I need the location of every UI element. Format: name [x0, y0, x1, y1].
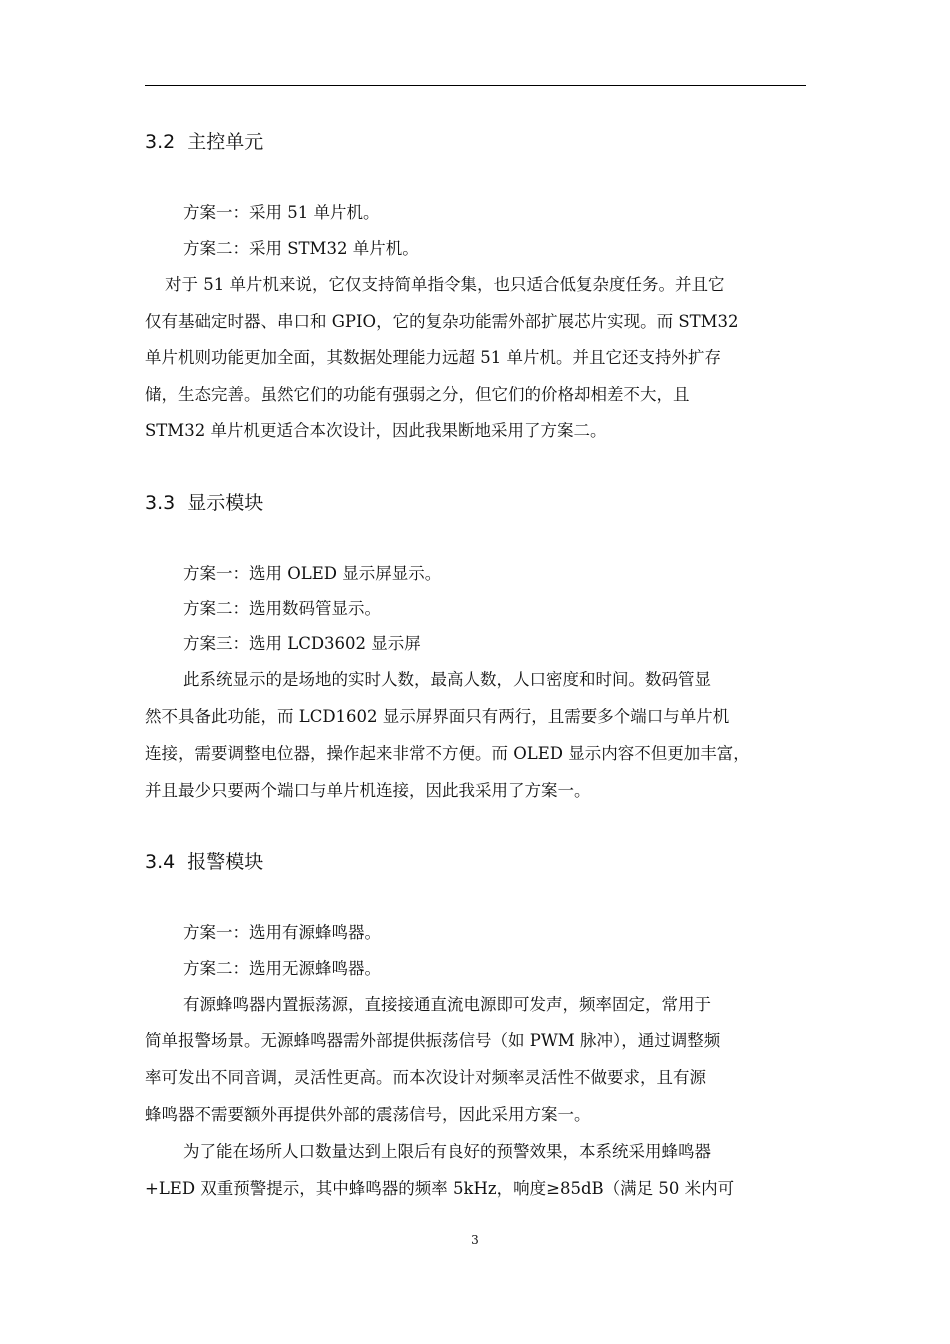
section-number: 3.2 [145, 131, 176, 153]
paragraph-line: 蜂鸣器不需要额外再提供外部的震荡信号，因此采用方案一。 [145, 1105, 591, 1124]
paragraph-line: 为了能在场所人口数量达到上限后有良好的预警效果，本系统采用蜂鸣器 [183, 1142, 711, 1161]
paragraph-line: 有源蜂鸣器内置振荡源，直接接通直流电源即可发声，频率固定，常用于 [183, 995, 711, 1014]
section-title: 主控单元 [187, 131, 264, 153]
paragraph-line: 连接，需要调整电位器，操作起来非常不方便。而 OLED 显示内容不但更加丰富， [145, 744, 750, 763]
section-heading-3-2 [145, 130, 263, 154]
paragraph-line: 方案二：选用无源蜂鸣器。 [183, 959, 381, 978]
paragraph-line: 并且最少只要两个端口与单片机连接，因此我采用了方案一。 [145, 781, 591, 800]
paragraph-line: 方案二：选用数码管显示。 [183, 599, 381, 618]
paragraph-line: 储，生态完善。虽然它们的功能有强弱之分，但它们的价格却相差不大，且 [145, 385, 690, 404]
paragraph-line: 简单报警场景。无源蜂鸣器需外部提供振荡信号（如 PWM 脉冲），通过调整频 [145, 1031, 721, 1050]
paragraph-line: 此系统显示的是场地的实时人数，最高人数，人口密度和时间。数码管显 [183, 670, 711, 689]
section-number: 3.3 [145, 492, 176, 514]
page-number: 3 [471, 1233, 479, 1247]
paragraph-line: 方案二：采用 STM32 单片机。 [183, 239, 419, 258]
section-title: 报警模块 [187, 851, 264, 873]
paragraph-line: 方案三：选用 LCD3602 显示屏 [183, 634, 421, 653]
paragraph-line: 率可发出不同音调，灵活性更高。而本次设计对频率灵活性不做要求，且有源 [145, 1068, 706, 1087]
paragraph-line: 单片机则功能更加全面，其数据处理能力远超 51 单片机。并且它还支持外扩存 [145, 348, 721, 367]
section-heading-3-3 [145, 491, 263, 515]
paragraph-line: 方案一：采用 51 单片机。 [183, 203, 380, 222]
section-number: 3.4 [145, 851, 176, 873]
paragraph-line: 对于 51 单片机来说，它仅支持简单指令集，也只适合低复杂度任务。并且它 [165, 275, 725, 294]
paragraph-line: 方案一：选用 OLED 显示屏显示。 [183, 564, 442, 583]
section-title: 显示模块 [187, 492, 264, 514]
section-heading-3-4 [145, 850, 263, 874]
header-rule [145, 85, 806, 86]
paragraph-line: 方案一：选用有源蜂鸣器。 [183, 923, 381, 942]
paragraph-line: STM32 单片机更适合本次设计，因此我果断地采用了方案二。 [145, 421, 607, 440]
paragraph-line: 仅有基础定时器、串口和 GPIO，它的复杂功能需外部扩展芯片实现。而 STM32 [145, 312, 739, 331]
paragraph-line: 然不具备此功能，而 LCD1602 显示屏界面只有两行，且需要多个端口与单片机 [145, 707, 730, 726]
paragraph-line: +LED 双重预警提示，其中蜂鸣器的频率 5kHz，响度≥85dB（满足 50 米内可 [145, 1179, 735, 1198]
